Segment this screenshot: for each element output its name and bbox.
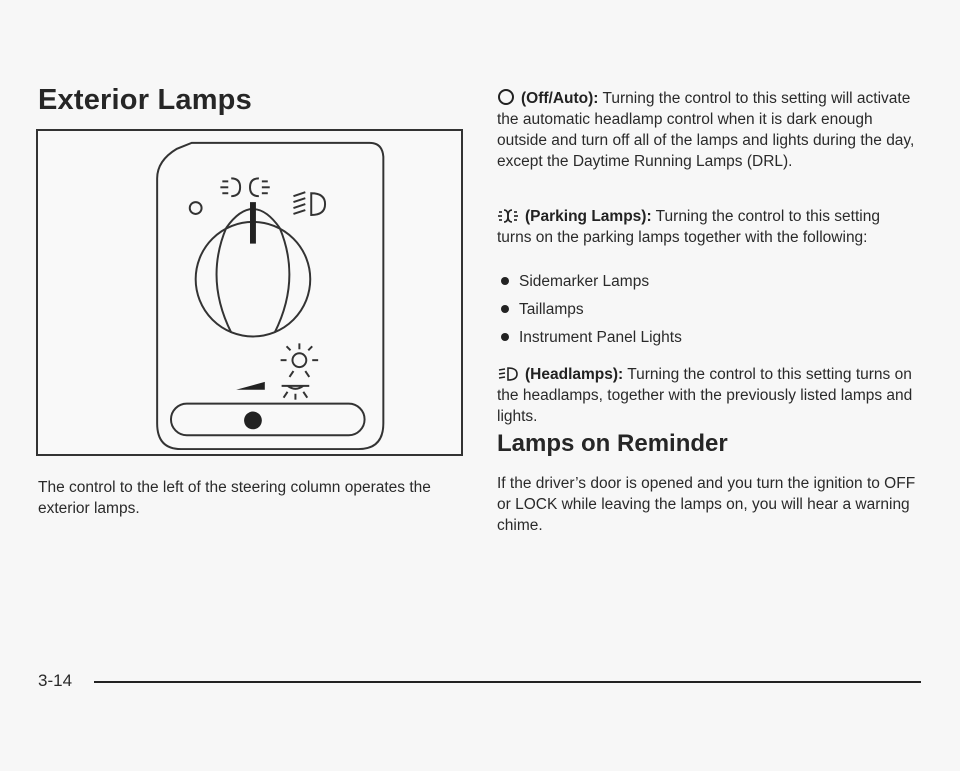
list-item: Instrument Panel Lights [497,327,682,355]
headlamp-icon [293,192,325,215]
reminder-paragraph: If the driver’s door is opened and you turn the ignition to OFF or LOCK while leaving the lamps on, you will hear a warning chime. [497,475,916,534]
off-auto-text: Turning the control to this setting will activate the automatic headlamp control when it is dark enough outside and turn off all of the lamps and lights during the day, except the Daytime Running Lamps (DRL). [497,90,915,170]
dome-switch-slot [171,404,365,436]
list-item: Sidemarker Lamps [497,271,682,299]
knob-pointer [250,202,256,243]
page-number: 3-14 [38,671,73,690]
dimmer-icon [236,382,265,390]
reminder-heading: Lamps on Reminder [497,430,728,457]
parking-list [497,271,682,355]
off-auto-paragraph [497,88,917,172]
parking-text: Turning the control to this setting turns on the parking lamps together with the following: [497,208,880,246]
list-item: Taillamps [497,299,682,327]
headlamps-label: (Headlamps): [525,366,624,383]
dome-switch-dot [244,412,262,430]
intro-paragraph: The control to the left of the steering column operates the exterior lamps. [38,479,431,517]
parking-lamp-icon [497,208,519,224]
headlamp-icon [497,366,519,382]
dome-lamp-icon [282,386,310,400]
off-auto-label: (Off/Auto): [521,90,599,107]
headlamps-paragraph [497,364,917,427]
parking-label: (Parking Lamps): [525,208,652,225]
page-heading: Exterior Lamps [38,84,252,116]
off-circle-icon [190,202,202,214]
parking-paragraph [497,206,917,248]
off-circle-icon [497,88,515,106]
parking-lamp-icon [220,178,269,196]
headlamps-text: Turning the control to this setting turns on the headlamps, together with the previously listed lamps and lights. [497,366,913,425]
fog-lamp-icon [281,343,319,377]
footer-rule [94,681,921,683]
headlamp-control-figure [36,129,463,456]
headlamp-control-diagram [38,131,461,454]
